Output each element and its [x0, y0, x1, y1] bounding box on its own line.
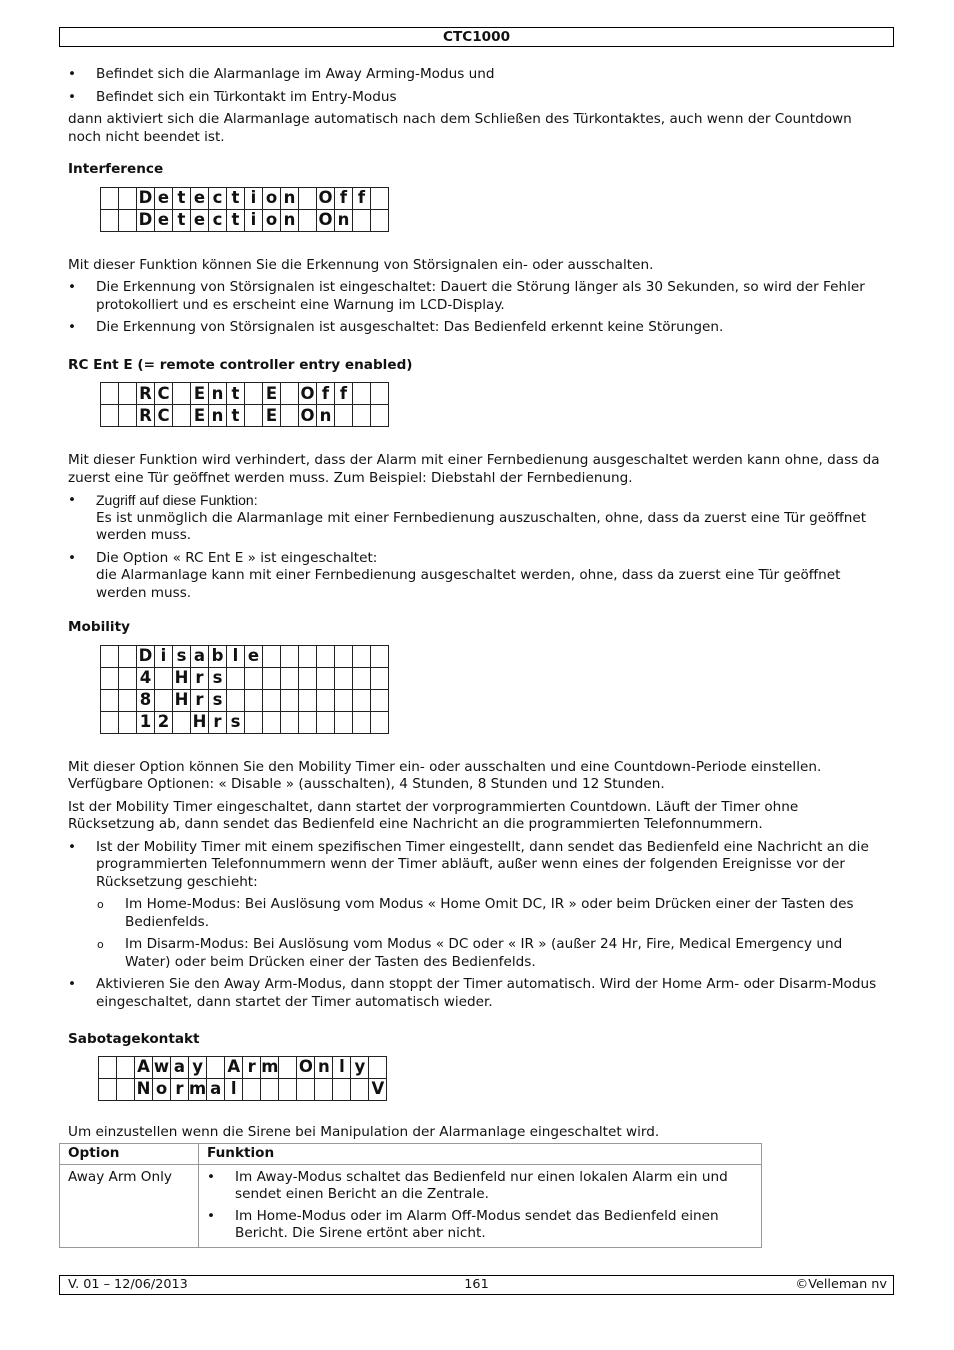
lcd-cell — [119, 383, 137, 405]
lcd-cell — [353, 689, 371, 711]
lcd-cell — [299, 711, 317, 733]
lcd-cell: C — [155, 405, 173, 427]
lcd-cell — [173, 383, 191, 405]
lcd-cell: b — [209, 645, 227, 667]
lcd-cell — [101, 187, 119, 209]
section-heading-mobility: Mobility — [68, 619, 130, 635]
rcent-bullet-title: • Zugriff auf diese Funktion: — [96, 492, 258, 508]
mobility-sub-item: o Im Home-Modus: Bei Auslösung vom Modus « Home Omit DC, IR » oder beim Drücken einer der Tasten des Bedienfelds. — [68, 896, 888, 931]
lcd-cell — [335, 645, 353, 667]
lcd-cell: O — [318, 210, 333, 229]
lcd-cell — [317, 645, 335, 667]
page-content — [68, 66, 888, 1248]
lcd-cell: H — [191, 711, 209, 733]
lcd-cell — [99, 1056, 117, 1078]
lcd-cell — [245, 405, 263, 427]
lcd-cell: n — [335, 209, 353, 231]
lcd-cell — [317, 667, 335, 689]
header-title: CTC1000 — [442, 29, 511, 45]
lcd-cell — [119, 209, 137, 231]
lcd-cell — [281, 711, 299, 733]
lcd-cell — [335, 667, 353, 689]
lcd-display-sabotage — [98, 1056, 387, 1101]
lcd-cell — [317, 689, 335, 711]
lcd-cell — [351, 1078, 369, 1100]
lcd-cell: e — [191, 187, 209, 209]
lcd-cell — [297, 1078, 315, 1100]
lcd-cell: O — [298, 1057, 313, 1076]
interference-bullet: • Die Erkennung von Störsignalen ist ausgeschaltet: Das Bedienfeld erkennt keine Störungen. — [68, 319, 888, 337]
lcd-cell: f — [335, 187, 353, 209]
rcent-bullet-text: die Alarmanlage kann mit einer Fernbedienung ausgeschaltet werden, ohne, dass da zuerst eine Tür geöffnet werden muss. — [96, 567, 841, 601]
lcd-cell: a — [191, 645, 209, 667]
lcd-cell — [279, 1078, 297, 1100]
lcd-cell: l — [225, 1078, 243, 1100]
lcd-cell: y — [351, 1056, 369, 1078]
mobility-bullet: • Aktivieren Sie den Away Arm-Modus, dann stoppt der Timer automatisch. Wird der Home Arm- oder Disarm-Modus eingeschaltet, dann startet der Timer automatisch wieder. — [68, 976, 888, 1011]
rcent-bullet — [68, 550, 888, 603]
lcd-cell: r — [191, 689, 209, 711]
lcd-cell — [155, 667, 173, 689]
lcd-row — [101, 711, 389, 733]
lcd-cell — [353, 645, 371, 667]
lcd-cell: m — [189, 1079, 207, 1098]
lcd-cell: r — [243, 1056, 261, 1078]
table-header-cell: Option — [60, 1144, 199, 1165]
lcd-cell: t — [227, 405, 245, 427]
lcd-cell — [155, 689, 173, 711]
lcd-row — [101, 667, 389, 689]
lcd-cell — [227, 689, 245, 711]
section-heading-sabotage: Sabotagekontakt — [68, 1031, 200, 1047]
section-heading-interference: Interference — [68, 161, 164, 177]
rcent-bullet — [68, 492, 888, 545]
lcd-row — [101, 383, 389, 405]
lcd-cell — [245, 711, 263, 733]
lcd-cell — [299, 667, 317, 689]
lcd-cell: t — [173, 209, 191, 231]
lcd-cell — [371, 405, 389, 427]
lcd-cell: l — [333, 1056, 351, 1078]
lcd-cell: y — [189, 1056, 207, 1078]
lcd-cell — [369, 1056, 387, 1078]
lcd-cell — [371, 383, 389, 405]
lcd-cell: t — [227, 383, 245, 405]
lcd-cell — [261, 1078, 279, 1100]
lcd-cell: D — [137, 209, 155, 231]
lcd-cell: f — [353, 187, 371, 209]
lcd-cell — [173, 711, 191, 733]
lcd-cell — [263, 667, 281, 689]
lcd-cell — [117, 1078, 135, 1100]
lcd-cell: C — [155, 383, 173, 405]
lcd-cell — [353, 383, 371, 405]
lcd-cell: s — [209, 689, 227, 711]
table-cell-function — [199, 1164, 762, 1247]
lcd-cell — [281, 667, 299, 689]
section-heading-rcent: RC Ent E (= remote controller entry enabled) — [68, 356, 413, 373]
lcd-cell — [243, 1078, 261, 1100]
lcd-display-interference — [100, 187, 389, 232]
lcd-cell: n — [317, 405, 335, 427]
lcd-cell: c — [209, 209, 227, 231]
lcd-cell — [353, 209, 371, 231]
page-footer — [59, 1275, 894, 1295]
lcd-cell — [263, 711, 281, 733]
lcd-cell: 2 — [155, 711, 173, 733]
lcd-cell — [371, 645, 389, 667]
intro-text: dann aktiviert sich die Alarmanlage automatisch nach dem Schließen des Türkontaktes, auch wenn der Countdown noch nicht beendet ist. — [68, 111, 852, 145]
lcd-cell: n — [209, 405, 227, 427]
lcd-cell: A — [225, 1056, 243, 1078]
lcd-cell: n — [315, 1056, 333, 1078]
lcd-cell: E — [191, 383, 209, 405]
lcd-row — [99, 1056, 387, 1078]
lcd-cell — [279, 1056, 297, 1078]
lcd-cell — [207, 1056, 225, 1078]
lcd-cell: w — [153, 1057, 170, 1076]
footer-page-number: 161 — [464, 1277, 489, 1292]
lcd-row — [101, 187, 389, 209]
lcd-cell: E — [263, 383, 281, 405]
lcd-cell: i — [155, 645, 173, 667]
lcd-cell — [245, 383, 263, 405]
mobility-sub-item: o Im Disarm-Modus: Bei Auslösung vom Modus « DC oder « IR » (außer 24 Hr, Fire, Medical Emergency und Water) oder beim Drücken einer der Tasten des Bedienfelds. — [68, 936, 888, 971]
lcd-cell: t — [227, 209, 245, 231]
lcd-cell — [119, 689, 137, 711]
rcent-text: Mit dieser Funktion wird verhindert, dass der Alarm mit einer Fernbedienung ausgeschaltet werden kann ohne, dass da zuerst eine Tür geöffnet werden muss. Zum Beispiel: Diebstahl der Fernbedienung. — [68, 452, 880, 486]
lcd-cell — [315, 1078, 333, 1100]
lcd-cell — [317, 711, 335, 733]
lcd-cell: D — [137, 645, 155, 667]
lcd-row — [101, 645, 389, 667]
lcd-cell — [281, 405, 299, 427]
lcd-cell — [281, 689, 299, 711]
lcd-cell — [353, 405, 371, 427]
lcd-cell — [101, 645, 119, 667]
lcd-cell: f — [317, 383, 335, 405]
lcd-cell — [371, 667, 389, 689]
lcd-cell: A — [135, 1056, 153, 1078]
table-header-row — [60, 1144, 762, 1165]
lcd-cell: m — [261, 1057, 279, 1076]
lcd-cell — [353, 667, 371, 689]
lcd-cell — [101, 711, 119, 733]
lcd-cell: e — [191, 209, 209, 231]
lcd-cell: i — [245, 187, 263, 209]
lcd-cell — [245, 667, 263, 689]
lcd-cell: E — [263, 405, 281, 427]
lcd-cell: 8 — [137, 689, 155, 711]
lcd-display-rcent — [100, 382, 389, 427]
lcd-cell: H — [173, 667, 191, 689]
lcd-cell — [101, 209, 119, 231]
lcd-cell: l — [227, 645, 245, 667]
table-row — [60, 1164, 762, 1247]
footer-copyright: ©Velleman nv — [795, 1277, 887, 1292]
lcd-cell: R — [137, 383, 155, 405]
lcd-cell — [371, 689, 389, 711]
lcd-cell: o — [153, 1078, 171, 1100]
sabotage-text: Um einzustellen wenn die Sirene bei Manipulation der Alarmanlage eingeschaltet wird. — [68, 1123, 660, 1140]
page-header — [59, 27, 894, 47]
lcd-cell — [119, 405, 137, 427]
lcd-cell — [263, 689, 281, 711]
lcd-cell: R — [137, 405, 155, 427]
lcd-row — [99, 1078, 387, 1100]
lcd-cell: 1 — [137, 711, 155, 733]
lcd-row — [101, 405, 389, 427]
intro-bullet: • Befindet sich ein Türkontakt im Entry-Modus — [68, 89, 888, 107]
lcd-cell — [119, 711, 137, 733]
lcd-display-mobility — [100, 645, 389, 734]
lcd-cell: o — [263, 209, 281, 231]
lcd-cell — [119, 667, 137, 689]
lcd-cell: c — [209, 187, 227, 209]
lcd-cell: r — [191, 667, 209, 689]
lcd-cell — [99, 1078, 117, 1100]
lcd-cell: e — [155, 187, 173, 209]
interference-bullet: • Die Erkennung von Störsignalen ist eingeschaltet: Dauert die Störung länger als 30 Sekunden, so wird der Fehler protokolliert und es erscheint eine Warnung im LCD-Display. — [68, 279, 888, 314]
mobility-text: Ist der Mobility Timer eingeschaltet, dann startet der vorprogrammierten Countdown. Läuft der Timer ohne Rücksetzung ab, dann sendet das Bedienfeld eine Nachricht an die programmierten Telefonnummern. — [68, 798, 799, 832]
lcd-cell: n — [281, 209, 299, 231]
lcd-cell — [335, 711, 353, 733]
lcd-cell — [245, 689, 263, 711]
lcd-cell — [119, 645, 137, 667]
lcd-cell: V — [369, 1078, 387, 1100]
lcd-cell — [299, 645, 317, 667]
lcd-cell — [263, 645, 281, 667]
lcd-cell — [119, 187, 137, 209]
table-header-cell: Funktion — [199, 1144, 762, 1165]
lcd-cell — [335, 405, 353, 427]
lcd-cell — [227, 667, 245, 689]
lcd-cell: n — [281, 187, 299, 209]
footer-version: V. 01 – 12/06/2013 — [68, 1277, 188, 1292]
lcd-cell — [335, 689, 353, 711]
table-cell-option: Away Arm Only — [60, 1164, 199, 1247]
lcd-cell — [173, 405, 191, 427]
options-table — [59, 1143, 762, 1248]
lcd-cell — [371, 209, 389, 231]
lcd-cell: e — [245, 645, 263, 667]
lcd-cell: o — [263, 187, 281, 209]
lcd-cell — [299, 187, 317, 209]
lcd-cell: D — [137, 187, 155, 209]
lcd-cell — [299, 209, 317, 231]
lcd-cell: n — [209, 383, 227, 405]
lcd-cell: i — [245, 209, 263, 231]
lcd-cell — [371, 711, 389, 733]
lcd-cell: r — [171, 1078, 189, 1100]
lcd-cell — [371, 187, 389, 209]
lcd-cell: N — [135, 1078, 153, 1100]
lcd-cell: H — [173, 689, 191, 711]
lcd-cell: r — [209, 711, 227, 733]
rcent-bullet-title: • Die Option « RC Ent E » ist eingeschaltet: — [96, 549, 378, 566]
function-bullet: • Im Home-Modus oder im Alarm Off-Modus sendet das Bedienfeld einen Bericht. Die Sirene ertönt aber nicht. — [207, 1208, 753, 1243]
lcd-cell — [101, 667, 119, 689]
lcd-row — [101, 689, 389, 711]
lcd-cell: E — [191, 405, 209, 427]
lcd-cell — [101, 383, 119, 405]
rcent-bullet-text: Es ist unmöglich die Alarmanlage mit einer Fernbedienung auszuschalten, ohne, dass da zuerst eine Tür geöffnet werden muss. — [96, 509, 867, 543]
lcd-cell: t — [227, 187, 245, 209]
lcd-cell: s — [209, 667, 227, 689]
lcd-cell: O — [300, 383, 315, 403]
interference-text: Mit dieser Funktion können Sie die Erkennung von Störsignalen ein- oder ausschalten. — [68, 256, 654, 273]
lcd-cell — [101, 405, 119, 427]
lcd-cell: e — [155, 209, 173, 231]
lcd-cell: O — [300, 405, 315, 425]
lcd-cell — [353, 711, 371, 733]
lcd-cell: a — [171, 1056, 189, 1078]
lcd-cell: s — [173, 645, 191, 667]
lcd-cell — [299, 689, 317, 711]
lcd-cell: f — [335, 383, 353, 405]
lcd-cell — [281, 645, 299, 667]
lcd-cell: t — [173, 187, 191, 209]
lcd-cell — [281, 383, 299, 405]
lcd-cell — [333, 1078, 351, 1100]
function-bullet: • Im Away-Modus schaltet das Bedienfeld nur einen lokalen Alarm ein und sendet einen Bericht an die Zentrale. — [207, 1169, 753, 1204]
lcd-cell — [101, 689, 119, 711]
mobility-bullet: • Ist der Mobility Timer mit einem spezifischen Timer eingestellt, dann sendet das Bedienfeld eine Nachricht an die programmierten Telefonnummern wenn der Timer abläuft, außer wenn eines der folgenden Ereignisse vor der Rücksetzung geschieht: — [68, 839, 888, 892]
lcd-cell: a — [207, 1078, 225, 1100]
intro-bullet: • Befindet sich die Alarmanlage im Away Arming-Modus und — [68, 66, 888, 84]
lcd-row — [101, 209, 389, 231]
lcd-cell: s — [227, 711, 245, 733]
lcd-cell: 4 — [137, 667, 155, 689]
mobility-text: Mit dieser Option können Sie den Mobility Timer ein- oder ausschalten und eine Countdown-Periode einstellen. Verfügbare Optionen: « Disable » (ausschalten), 4 Stunden, 8 Stunden und 12 Stunden. — [68, 758, 822, 792]
lcd-cell — [117, 1056, 135, 1078]
lcd-cell: O — [318, 188, 333, 207]
